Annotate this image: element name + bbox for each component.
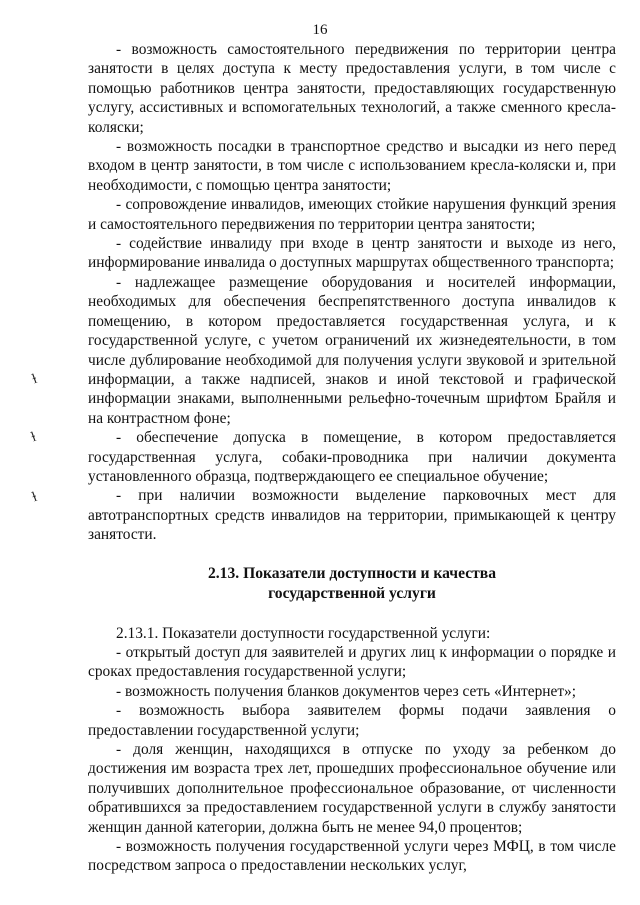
margin-mark: ɫ <box>30 489 40 506</box>
paragraph: - возможность выбора заявителем формы подачи заявления о предоставлении государственной услуги; <box>88 702 616 739</box>
section-heading-line: 2.13. Показатели доступности и качества <box>207 564 497 582</box>
paragraph: - обеспечение допуска в помещение, в котором предоставляется государственная услуга, собаки-проводника при наличии документа установленного образца, подтверждающего ее специальное обучение; <box>88 429 616 485</box>
document-body <box>88 40 616 876</box>
margin-mark: ɫ <box>29 429 39 446</box>
paragraph: - доля женщин, находящихся в отпуске по уходу за ребенком до достижения им возраста трех лет, прошедших профессиональное обучение или получивших дополнительное профессиональное образование, от численности обратившихся за предоставлением государственной услуги в службу занятости женщин данной категории, должна быть не менее 94,0 процентов; <box>88 741 616 836</box>
paragraph: - содействие инвалиду при входе в центр занятости и выходе из него, информирование инвалида о доступных маршрутах общественного транспорта; <box>88 235 616 272</box>
margin-mark: ɫ <box>30 371 40 388</box>
section-heading <box>88 564 616 604</box>
paragraph: - сопровождение инвалидов, имеющих стойкие нарушения функций зрения и самостоятельного передвижения по территории центра занятости; <box>88 196 616 233</box>
paragraph: - возможность самостоятельного передвижения по территории центра занятости в целях доступа к месту предоставления услуги, в том числе с помощью работников центра занятости, предоставляющих государственную услугу, ассистивных и вспомогательных технологий, а также сменного кресла-коляски; <box>88 41 616 136</box>
paragraph: - возможность посадки в транспортное средство и высадки из него перед входом в центр занятости, в том числе с использованием кресла-коляски и, при необходимости, с помощью центра занятости; <box>88 138 616 194</box>
page-number: 16 <box>312 22 328 38</box>
paragraph: - возможность получения государственной услуги через МФЦ, в том числе посредством запроса о предоставлении нескольких услуг, <box>88 838 616 875</box>
paragraph: - возможность получения бланков документов через сеть «Интернет»; <box>116 682 577 700</box>
paragraph: - при наличии возможности выделение парковочных мест для автотранспортных средств инвалидов на территории, примыкающей к центру занятости. <box>88 487 616 544</box>
paragraph: - открытый доступ для заявителей и других лиц к информации о порядке и сроках предоставления государственной услуги; <box>88 643 616 681</box>
section-heading-line: государственной услуги <box>268 584 436 602</box>
subsection-title: 2.13.1. Показатели доступности государственной услуги: <box>116 624 491 642</box>
paragraph: - надлежащее размещение оборудования и носителей информации, необходимых для обеспечения беспрепятственного доступа инвалидов к помещению, в котором предоставляется государственная услуга, и к государственной услуге, с учетом ограничений их жизнедеятельности, в том числе дублирование необходимой для получения услуги звуковой и зрительной информации, а также надписей, знаков и иной текстовой и графической информации знаками, выполненными рельефно-точечным шрифтом Брайля и на контрастном фоне; <box>88 273 616 427</box>
